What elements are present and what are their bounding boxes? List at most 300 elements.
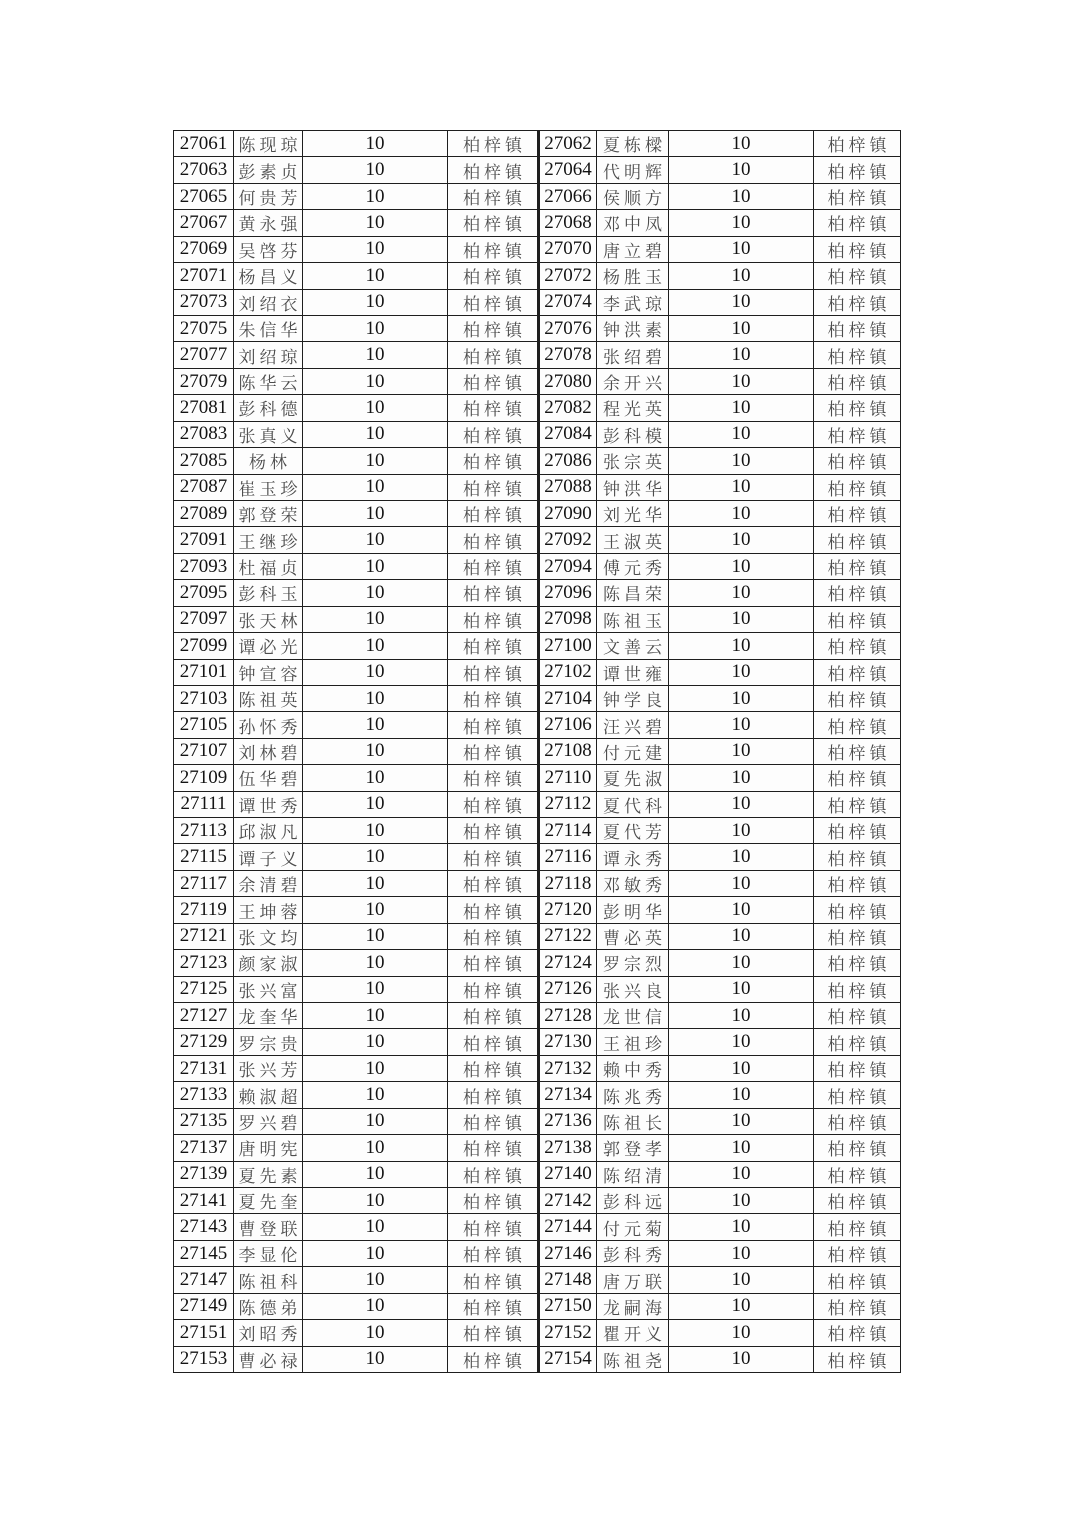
id-cell: 27123: [174, 950, 234, 976]
name-cell: 张文均: [234, 924, 303, 950]
town-cell: 柏梓镇: [814, 1029, 901, 1055]
value-cell: 10: [669, 131, 814, 157]
name-cell: 曹必禄: [234, 1347, 303, 1373]
id-cell: 27083: [174, 422, 234, 448]
name-cell: 彭明华: [597, 897, 669, 923]
name-cell: 王坤蓉: [234, 897, 303, 923]
id-cell: 27124: [538, 950, 597, 976]
id-cell: 27064: [538, 157, 597, 183]
id-cell: 27127: [174, 1003, 234, 1029]
name-cell: 杨昌义: [234, 263, 303, 289]
name-cell: 陈祖玉: [597, 607, 669, 633]
town-cell: 柏梓镇: [814, 210, 901, 236]
town-cell: 柏梓镇: [448, 739, 538, 765]
name-cell: 彭科德: [234, 395, 303, 421]
id-cell: 27120: [538, 897, 597, 923]
value-cell: 10: [303, 1109, 448, 1135]
value-cell: 10: [303, 237, 448, 263]
town-cell: 柏梓镇: [448, 1320, 538, 1346]
id-cell: 27096: [538, 580, 597, 606]
id-cell: 27121: [174, 924, 234, 950]
town-cell: 柏梓镇: [814, 1241, 901, 1267]
value-cell: 10: [669, 950, 814, 976]
value-cell: 10: [303, 448, 448, 474]
town-cell: 柏梓镇: [448, 1294, 538, 1320]
town-cell: 柏梓镇: [448, 1082, 538, 1108]
value-cell: 10: [303, 818, 448, 844]
town-cell: 柏梓镇: [448, 1109, 538, 1135]
town-cell: 柏梓镇: [814, 395, 901, 421]
id-cell: 27112: [538, 792, 597, 818]
town-cell: 柏梓镇: [814, 554, 901, 580]
value-cell: 10: [303, 316, 448, 342]
name-cell: 赖淑超: [234, 1082, 303, 1108]
value-cell: 10: [303, 765, 448, 791]
name-cell: 夏栋樑: [597, 131, 669, 157]
value-cell: 10: [669, 554, 814, 580]
id-cell: 27104: [538, 686, 597, 712]
value-cell: 10: [669, 712, 814, 738]
town-cell: 柏梓镇: [448, 1029, 538, 1055]
town-cell: 柏梓镇: [448, 607, 538, 633]
id-cell: 27134: [538, 1082, 597, 1108]
town-cell: 柏梓镇: [814, 660, 901, 686]
id-cell: 27118: [538, 871, 597, 897]
name-cell: 刘昭秀: [234, 1320, 303, 1346]
id-cell: 27097: [174, 607, 234, 633]
id-cell: 27091: [174, 527, 234, 553]
name-cell: 曹登联: [234, 1214, 303, 1240]
value-cell: 10: [303, 1320, 448, 1346]
town-cell: 柏梓镇: [448, 1241, 538, 1267]
id-cell: 27087: [174, 475, 234, 501]
id-cell: 27119: [174, 897, 234, 923]
id-cell: 27090: [538, 501, 597, 527]
town-cell: 柏梓镇: [814, 422, 901, 448]
town-cell: 柏梓镇: [448, 395, 538, 421]
id-cell: 27130: [538, 1029, 597, 1055]
town-cell: 柏梓镇: [448, 844, 538, 870]
town-cell: 柏梓镇: [814, 1109, 901, 1135]
value-cell: 10: [303, 897, 448, 923]
name-cell: 唐明宪: [234, 1135, 303, 1161]
id-cell: 27106: [538, 712, 597, 738]
id-cell: 27100: [538, 633, 597, 659]
value-cell: 10: [669, 342, 814, 368]
town-cell: 柏梓镇: [814, 871, 901, 897]
name-cell: 余清碧: [234, 871, 303, 897]
town-cell: 柏梓镇: [448, 157, 538, 183]
name-cell: 汪兴碧: [597, 712, 669, 738]
town-cell: 柏梓镇: [814, 792, 901, 818]
value-cell: 10: [669, 1214, 814, 1240]
town-cell: 柏梓镇: [814, 1294, 901, 1320]
id-cell: 27093: [174, 554, 234, 580]
id-cell: 27136: [538, 1109, 597, 1135]
town-cell: 柏梓镇: [448, 660, 538, 686]
town-cell: 柏梓镇: [814, 1347, 901, 1373]
town-cell: 柏梓镇: [448, 342, 538, 368]
name-cell: 钟宣容: [234, 660, 303, 686]
value-cell: 10: [303, 977, 448, 1003]
town-cell: 柏梓镇: [448, 977, 538, 1003]
value-cell: 10: [303, 712, 448, 738]
id-cell: 27105: [174, 712, 234, 738]
id-cell: 27145: [174, 1241, 234, 1267]
town-cell: 柏梓镇: [448, 369, 538, 395]
name-cell: 夏先奎: [234, 1188, 303, 1214]
name-cell: 郭登荣: [234, 501, 303, 527]
value-cell: 10: [303, 1162, 448, 1188]
name-cell: 唐立碧: [597, 237, 669, 263]
town-cell: 柏梓镇: [448, 1188, 538, 1214]
id-cell: 27113: [174, 818, 234, 844]
id-cell: 27095: [174, 580, 234, 606]
value-cell: 10: [669, 765, 814, 791]
value-cell: 10: [669, 977, 814, 1003]
name-cell: 彭科玉: [234, 580, 303, 606]
name-cell: 钟学良: [597, 686, 669, 712]
value-cell: 10: [303, 422, 448, 448]
name-cell: 钟洪素: [597, 316, 669, 342]
value-cell: 10: [669, 1109, 814, 1135]
town-cell: 柏梓镇: [448, 1267, 538, 1293]
town-cell: 柏梓镇: [814, 448, 901, 474]
value-cell: 10: [303, 554, 448, 580]
value-cell: 10: [303, 1188, 448, 1214]
town-cell: 柏梓镇: [448, 527, 538, 553]
name-cell: 郭登孝: [597, 1135, 669, 1161]
id-cell: 27084: [538, 422, 597, 448]
id-cell: 27153: [174, 1347, 234, 1373]
value-cell: 10: [303, 263, 448, 289]
value-cell: 10: [669, 1135, 814, 1161]
value-cell: 10: [303, 210, 448, 236]
id-cell: 27110: [538, 765, 597, 791]
id-cell: 27062: [538, 131, 597, 157]
id-cell: 27148: [538, 1267, 597, 1293]
name-cell: 刘绍衣: [234, 290, 303, 316]
town-cell: 柏梓镇: [814, 1135, 901, 1161]
value-cell: 10: [303, 131, 448, 157]
id-cell: 27069: [174, 237, 234, 263]
id-cell: 27078: [538, 342, 597, 368]
town-cell: 柏梓镇: [448, 263, 538, 289]
value-cell: 10: [669, 263, 814, 289]
name-cell: 王继珍: [234, 527, 303, 553]
value-cell: 10: [669, 739, 814, 765]
value-cell: 10: [303, 1267, 448, 1293]
value-cell: 10: [669, 1267, 814, 1293]
id-cell: 27152: [538, 1320, 597, 1346]
value-cell: 10: [669, 660, 814, 686]
id-cell: 27079: [174, 369, 234, 395]
name-cell: 伍华碧: [234, 765, 303, 791]
id-cell: 27099: [174, 633, 234, 659]
value-cell: 10: [303, 1029, 448, 1055]
name-cell: 张兴芳: [234, 1056, 303, 1082]
name-cell: 龙奎华: [234, 1003, 303, 1029]
id-cell: 27131: [174, 1056, 234, 1082]
town-cell: 柏梓镇: [448, 554, 538, 580]
town-cell: 柏梓镇: [448, 1347, 538, 1373]
town-cell: 柏梓镇: [814, 818, 901, 844]
id-cell: 27088: [538, 475, 597, 501]
name-cell: 钟洪华: [597, 475, 669, 501]
name-cell: 何贵芳: [234, 184, 303, 210]
name-cell: 陈祖尧: [597, 1347, 669, 1373]
value-cell: 10: [303, 924, 448, 950]
id-cell: 27081: [174, 395, 234, 421]
name-cell: 付元菊: [597, 1214, 669, 1240]
value-cell: 10: [669, 897, 814, 923]
id-cell: 27085: [174, 448, 234, 474]
name-cell: 余开兴: [597, 369, 669, 395]
name-cell: 刘绍琼: [234, 342, 303, 368]
value-cell: 10: [669, 580, 814, 606]
value-cell: 10: [669, 844, 814, 870]
value-cell: 10: [303, 1082, 448, 1108]
town-cell: 柏梓镇: [448, 818, 538, 844]
name-cell: 王淑英: [597, 527, 669, 553]
town-cell: 柏梓镇: [814, 607, 901, 633]
roster-table: [173, 130, 901, 1373]
town-cell: 柏梓镇: [448, 686, 538, 712]
town-cell: 柏梓镇: [448, 765, 538, 791]
name-cell: 代明辉: [597, 157, 669, 183]
value-cell: 10: [669, 475, 814, 501]
name-cell: 陈绍清: [597, 1162, 669, 1188]
value-cell: 10: [303, 950, 448, 976]
value-cell: 10: [303, 1241, 448, 1267]
name-cell: 彭科模: [597, 422, 669, 448]
value-cell: 10: [669, 290, 814, 316]
value-cell: 10: [669, 237, 814, 263]
name-cell: 朱信华: [234, 316, 303, 342]
value-cell: 10: [669, 316, 814, 342]
name-cell: 谭必光: [234, 633, 303, 659]
town-cell: 柏梓镇: [814, 1162, 901, 1188]
value-cell: 10: [669, 607, 814, 633]
id-cell: 27075: [174, 316, 234, 342]
town-cell: 柏梓镇: [448, 131, 538, 157]
town-cell: 柏梓镇: [448, 422, 538, 448]
town-cell: 柏梓镇: [448, 580, 538, 606]
town-cell: 柏梓镇: [448, 210, 538, 236]
id-cell: 27061: [174, 131, 234, 157]
value-cell: 10: [303, 184, 448, 210]
name-cell: 张绍碧: [597, 342, 669, 368]
name-cell: 颜家淑: [234, 950, 303, 976]
town-cell: 柏梓镇: [814, 897, 901, 923]
town-cell: 柏梓镇: [814, 633, 901, 659]
id-cell: 27125: [174, 977, 234, 1003]
value-cell: 10: [669, 1347, 814, 1373]
name-cell: 文善云: [597, 633, 669, 659]
value-cell: 10: [303, 607, 448, 633]
name-cell: 陈华云: [234, 369, 303, 395]
id-cell: 27132: [538, 1056, 597, 1082]
id-cell: 27108: [538, 739, 597, 765]
id-cell: 27067: [174, 210, 234, 236]
value-cell: 10: [303, 739, 448, 765]
name-cell: 邓中凤: [597, 210, 669, 236]
value-cell: 10: [669, 1241, 814, 1267]
town-cell: 柏梓镇: [814, 739, 901, 765]
id-cell: 27103: [174, 686, 234, 712]
id-cell: 27092: [538, 527, 597, 553]
id-cell: 27102: [538, 660, 597, 686]
town-cell: 柏梓镇: [814, 527, 901, 553]
value-cell: 10: [303, 1214, 448, 1240]
town-cell: 柏梓镇: [448, 237, 538, 263]
name-cell: 程光英: [597, 395, 669, 421]
value-cell: 10: [669, 1188, 814, 1214]
value-cell: 10: [303, 157, 448, 183]
id-cell: 27139: [174, 1162, 234, 1188]
id-cell: 27143: [174, 1214, 234, 1240]
id-cell: 27094: [538, 554, 597, 580]
id-cell: 27129: [174, 1029, 234, 1055]
id-cell: 27089: [174, 501, 234, 527]
town-cell: 柏梓镇: [814, 977, 901, 1003]
town-cell: 柏梓镇: [814, 1320, 901, 1346]
value-cell: 10: [303, 871, 448, 897]
value-cell: 10: [303, 1294, 448, 1320]
town-cell: 柏梓镇: [814, 1003, 901, 1029]
id-cell: 27116: [538, 844, 597, 870]
name-cell: 唐万联: [597, 1267, 669, 1293]
town-cell: 柏梓镇: [814, 237, 901, 263]
value-cell: 10: [303, 1347, 448, 1373]
name-cell: 罗宗烈: [597, 950, 669, 976]
name-cell: 陈现琼: [234, 131, 303, 157]
id-cell: 27098: [538, 607, 597, 633]
id-cell: 27066: [538, 184, 597, 210]
id-cell: 27137: [174, 1135, 234, 1161]
id-cell: 27111: [174, 792, 234, 818]
value-cell: 10: [669, 448, 814, 474]
town-cell: 柏梓镇: [814, 501, 901, 527]
id-cell: 27146: [538, 1241, 597, 1267]
name-cell: 陈兆秀: [597, 1082, 669, 1108]
id-cell: 27135: [174, 1109, 234, 1135]
value-cell: 10: [669, 527, 814, 553]
value-cell: 10: [669, 1162, 814, 1188]
town-cell: 柏梓镇: [814, 475, 901, 501]
name-cell: 夏先素: [234, 1162, 303, 1188]
town-cell: 柏梓镇: [814, 263, 901, 289]
id-cell: 27140: [538, 1162, 597, 1188]
value-cell: 10: [303, 475, 448, 501]
value-cell: 10: [669, 1294, 814, 1320]
town-cell: 柏梓镇: [448, 1214, 538, 1240]
value-cell: 10: [669, 818, 814, 844]
value-cell: 10: [669, 422, 814, 448]
value-cell: 10: [303, 395, 448, 421]
id-cell: 27071: [174, 263, 234, 289]
id-cell: 27074: [538, 290, 597, 316]
id-cell: 27070: [538, 237, 597, 263]
value-cell: 10: [303, 290, 448, 316]
town-cell: 柏梓镇: [814, 1188, 901, 1214]
town-cell: 柏梓镇: [448, 924, 538, 950]
id-cell: 27149: [174, 1294, 234, 1320]
town-cell: 柏梓镇: [448, 1003, 538, 1029]
id-cell: 27063: [174, 157, 234, 183]
town-cell: 柏梓镇: [448, 897, 538, 923]
name-cell: 罗宗贵: [234, 1029, 303, 1055]
name-cell: 张宗英: [597, 448, 669, 474]
name-cell: 吴啓芬: [234, 237, 303, 263]
value-cell: 10: [303, 792, 448, 818]
name-cell: 刘林碧: [234, 739, 303, 765]
name-cell: 崔玉珍: [234, 475, 303, 501]
name-cell: 夏先淑: [597, 765, 669, 791]
town-cell: 柏梓镇: [814, 950, 901, 976]
name-cell: 邓敏秀: [597, 871, 669, 897]
name-cell: 陈祖长: [597, 1109, 669, 1135]
value-cell: 10: [303, 342, 448, 368]
value-cell: 10: [303, 580, 448, 606]
value-cell: 10: [669, 1003, 814, 1029]
value-cell: 10: [669, 501, 814, 527]
name-cell: 陈昌荣: [597, 580, 669, 606]
id-cell: 27122: [538, 924, 597, 950]
town-cell: 柏梓镇: [814, 184, 901, 210]
town-cell: 柏梓镇: [814, 157, 901, 183]
name-cell: 陈祖科: [234, 1267, 303, 1293]
id-cell: 27068: [538, 210, 597, 236]
value-cell: 10: [669, 369, 814, 395]
value-cell: 10: [303, 686, 448, 712]
id-cell: 27114: [538, 818, 597, 844]
value-cell: 10: [669, 871, 814, 897]
id-cell: 27076: [538, 316, 597, 342]
id-cell: 27128: [538, 1003, 597, 1029]
name-cell: 谭世雍: [597, 660, 669, 686]
id-cell: 27101: [174, 660, 234, 686]
name-cell: 黄永强: [234, 210, 303, 236]
town-cell: 柏梓镇: [814, 924, 901, 950]
name-cell: 张兴富: [234, 977, 303, 1003]
name-cell: 赖中秀: [597, 1056, 669, 1082]
name-cell: 孙怀秀: [234, 712, 303, 738]
name-cell: 龙嗣海: [597, 1294, 669, 1320]
town-cell: 柏梓镇: [814, 1267, 901, 1293]
name-cell: 陈德弟: [234, 1294, 303, 1320]
name-cell: 刘光华: [597, 501, 669, 527]
value-cell: 10: [303, 633, 448, 659]
town-cell: 柏梓镇: [448, 712, 538, 738]
id-cell: 27138: [538, 1135, 597, 1161]
name-cell: 李显伦: [234, 1241, 303, 1267]
town-cell: 柏梓镇: [448, 290, 538, 316]
town-cell: 柏梓镇: [448, 448, 538, 474]
value-cell: 10: [303, 1135, 448, 1161]
town-cell: 柏梓镇: [448, 950, 538, 976]
id-cell: 27126: [538, 977, 597, 1003]
name-cell: 杜福贞: [234, 554, 303, 580]
name-cell: 曹必英: [597, 924, 669, 950]
id-cell: 27144: [538, 1214, 597, 1240]
id-cell: 27115: [174, 844, 234, 870]
town-cell: 柏梓镇: [814, 844, 901, 870]
id-cell: 27109: [174, 765, 234, 791]
town-cell: 柏梓镇: [448, 1162, 538, 1188]
name-cell: 傅元秀: [597, 554, 669, 580]
value-cell: 10: [303, 527, 448, 553]
